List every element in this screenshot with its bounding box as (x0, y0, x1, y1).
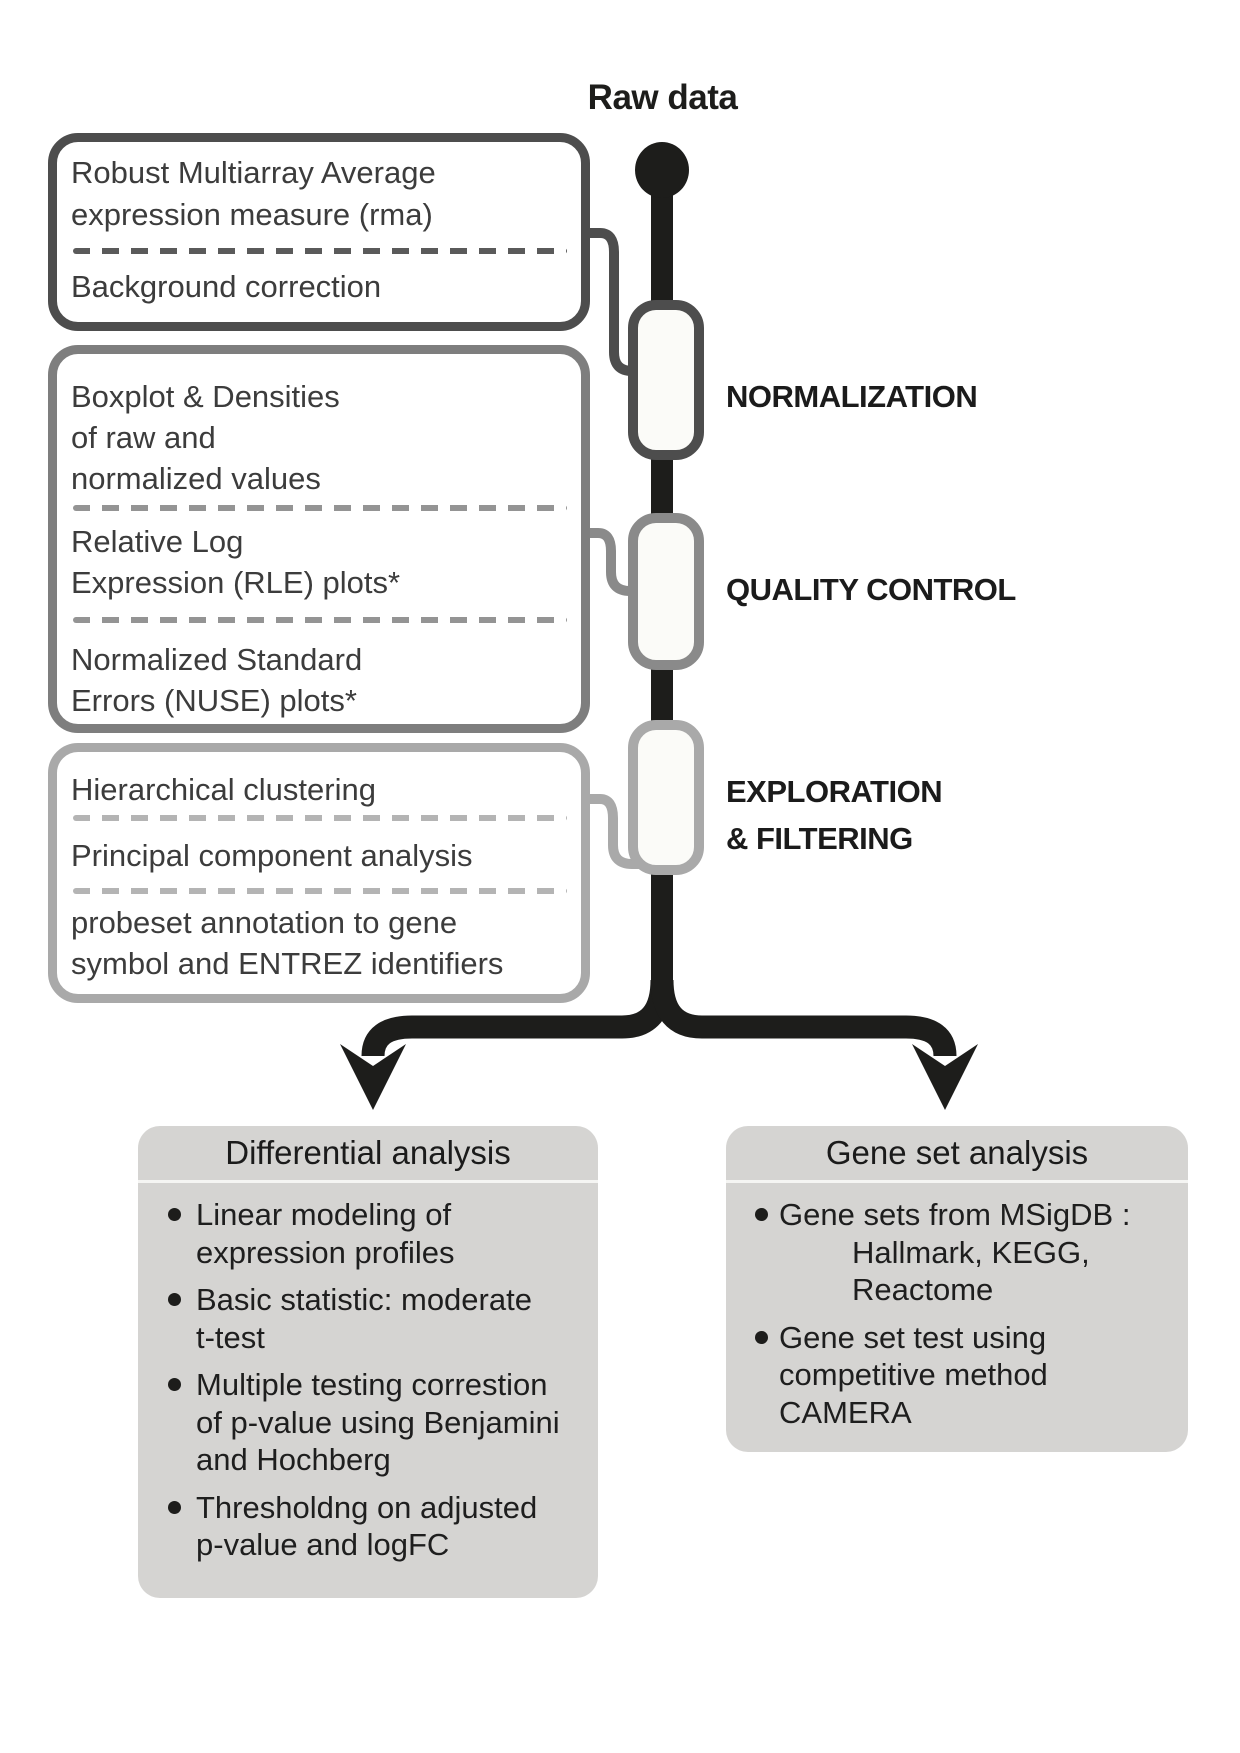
dashed-divider (73, 505, 567, 511)
bullet-item (168, 1489, 584, 1564)
method-line: Hierarchical clustering (71, 772, 376, 807)
quality-control-methods-box (48, 345, 590, 733)
bullet-icon (168, 1378, 181, 1391)
method-line: probeset annotation to gene (71, 905, 458, 940)
method-group (71, 376, 569, 499)
method-line: Robust Multiarray Average (71, 155, 436, 190)
bullet-icon (168, 1501, 181, 1514)
exploration-methods-content (57, 752, 581, 984)
branch-arrow-right (662, 980, 945, 1056)
method-group (71, 521, 569, 603)
gene-set-analysis-title: Gene set analysis (825, 1134, 1089, 1171)
method-line: normalized values (71, 461, 321, 496)
bullet-text (196, 1281, 532, 1356)
method-group (71, 639, 569, 721)
exploration-methods-box (48, 743, 590, 1003)
bullet-icon (168, 1208, 181, 1221)
method-line: Boxplot & Densities (71, 379, 340, 414)
stage-label-quality-control (726, 571, 1156, 609)
bullet-item (755, 1319, 1174, 1432)
bullet-line: Multiple testing correstion (196, 1367, 548, 1402)
normalization-methods-content (57, 142, 581, 308)
method-group (71, 266, 569, 308)
normalization-methods-box (48, 133, 590, 331)
bullet-line: competitive method (779, 1357, 1048, 1392)
stage-label-line: & FILTERING (726, 821, 913, 856)
bullet-text (196, 1366, 560, 1479)
normalization-node (628, 300, 704, 460)
stage-label-exploration-filtering (726, 768, 1156, 862)
dashed-divider (73, 617, 567, 623)
method-group (71, 152, 569, 236)
method-group (71, 835, 569, 876)
stage-label-line: EXPLORATION (726, 774, 943, 809)
raw-data-node-dot (635, 142, 689, 198)
raw-data-label: Raw data (587, 78, 738, 117)
dashed-divider (73, 815, 567, 821)
bullet-line: of p-value using Benjamini (196, 1404, 560, 1440)
bullet-line: and Hochberg (196, 1442, 391, 1477)
method-line: Normalized Standard (71, 642, 363, 677)
method-line: of raw and (71, 420, 216, 455)
bullet-item (755, 1196, 1174, 1309)
bullet-line: Basic statistic: moderate (196, 1282, 532, 1317)
gene-set-analysis-box (726, 1126, 1188, 1452)
bullet-line: Linear modeling of (196, 1197, 452, 1232)
stage-label-line: NORMALIZATION (726, 379, 978, 414)
bullet-line: p-value and logFC (196, 1527, 450, 1562)
bullet-line: Reactome (852, 1272, 994, 1307)
differential-analysis-box (138, 1126, 598, 1598)
method-group (71, 902, 569, 984)
dashed-divider (73, 248, 567, 254)
bullet-icon (168, 1293, 181, 1306)
method-line: symbol and ENTREZ identifiers (71, 946, 504, 981)
bullet-line: Gene set test using (779, 1319, 1047, 1355)
quality-control-methods-content (57, 354, 581, 721)
stage-label-normalization (726, 378, 1156, 416)
quality-control-node (628, 513, 704, 670)
method-line: Errors (NUSE) plots* (71, 683, 357, 718)
bullet-text (196, 1196, 454, 1271)
bullet-line: Gene sets from MSigDB : (779, 1197, 1131, 1232)
bullet-text (196, 1489, 537, 1564)
bullet-icon (755, 1208, 768, 1221)
bullet-text (779, 1196, 1130, 1309)
bullet-item (168, 1281, 584, 1356)
bullet-line: CAMERA (779, 1394, 912, 1430)
bullet-line: Hallmark, KEGG, (852, 1234, 1090, 1270)
method-line: expression measure (rma) (71, 197, 433, 232)
stage-label-line: QUALITY CONTROL (726, 572, 1016, 607)
bullet-line: Thresholdng on adjusted (196, 1489, 538, 1525)
bullet-icon (755, 1331, 768, 1344)
bullet-item (168, 1366, 584, 1479)
bullet-text (779, 1319, 1048, 1432)
exploration-node (628, 720, 704, 875)
method-line: Principal component analysis (71, 838, 473, 873)
method-line: Expression (RLE) plots* (71, 565, 401, 600)
bullet-line: expression profiles (196, 1234, 455, 1270)
method-line: Background correction (71, 269, 382, 304)
method-line: Relative Log (71, 524, 244, 559)
gene-set-analysis-bullets (726, 1183, 1188, 1431)
differential-analysis-title: Differential analysis (225, 1134, 511, 1171)
dashed-divider (73, 888, 567, 894)
differential-analysis-bullets (138, 1183, 598, 1564)
bullet-line: t-test (196, 1319, 265, 1355)
method-group (71, 769, 569, 810)
bullet-item (168, 1196, 584, 1271)
